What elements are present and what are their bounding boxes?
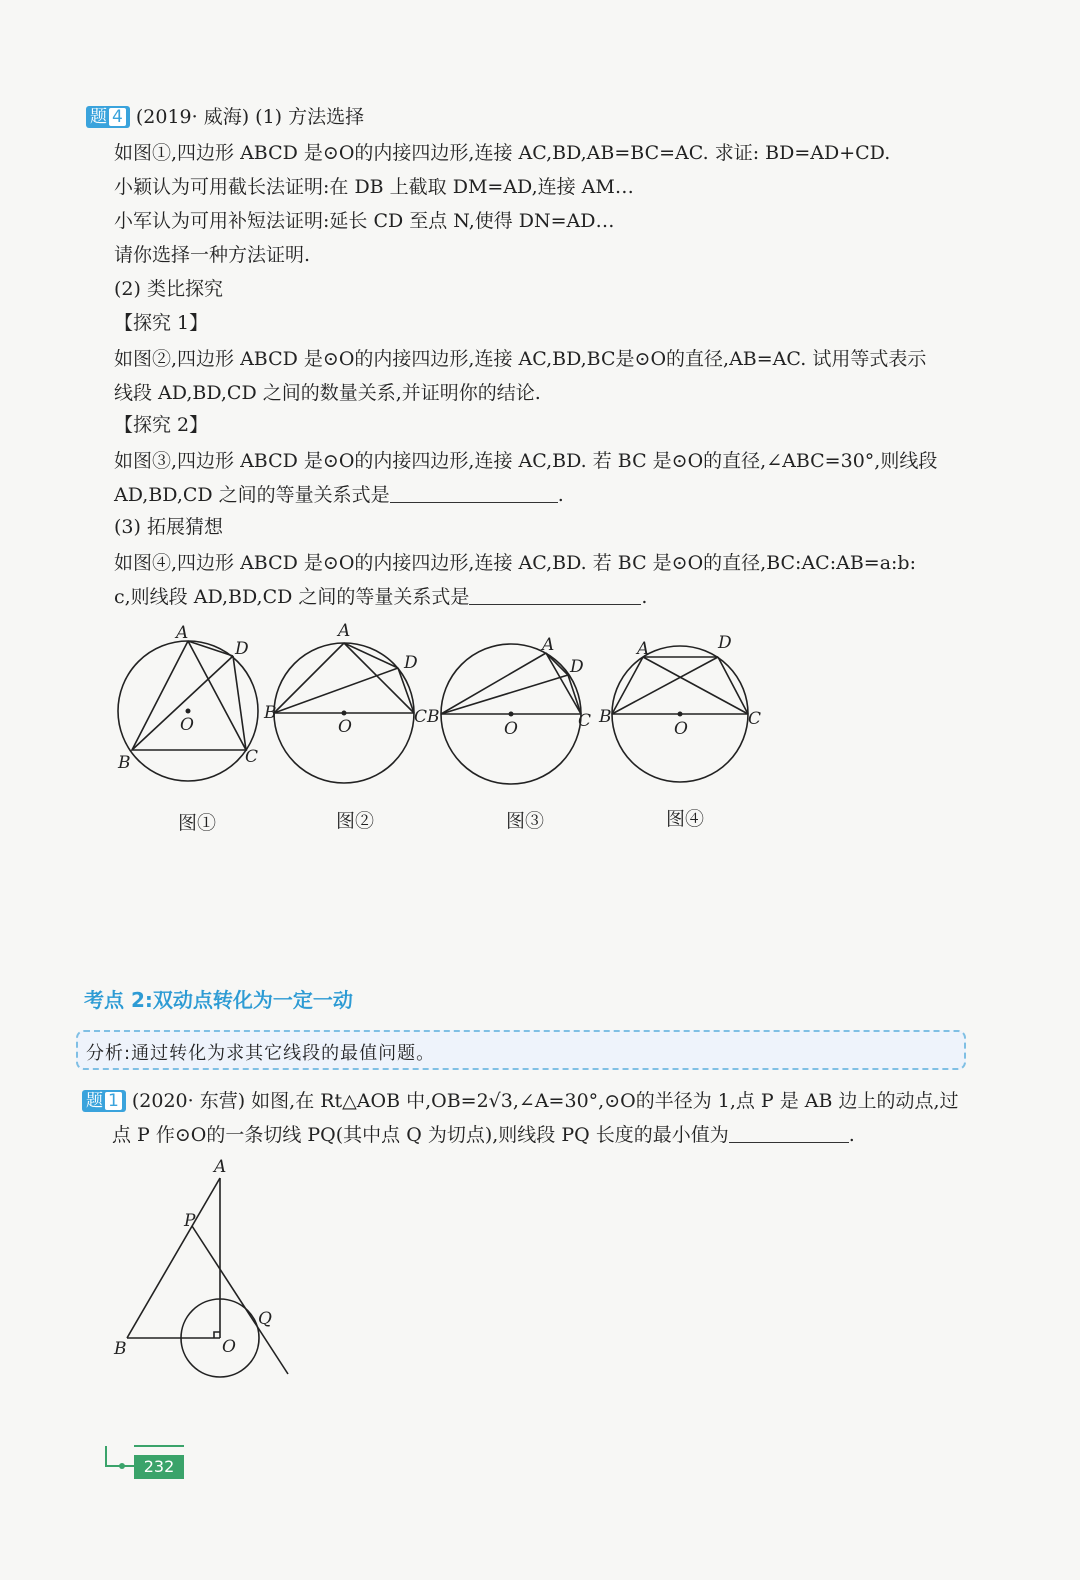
fig1-center-dot [186, 709, 191, 714]
answer-blank [469, 584, 641, 605]
problem4-line2: 小颖认为可用截长法证明:在 DB 上截取 DM=AD,连接 AM… [114, 176, 634, 198]
part3-line2: c,则线段 AD,BD,CD 之间的等量关系式是 . [114, 586, 648, 608]
fig1-label-o: O [180, 715, 194, 735]
explore2-title: 【探究 2】 [114, 414, 209, 436]
answer-blank [729, 1122, 849, 1143]
analysis-box [76, 1030, 966, 1070]
fig1-line-bd [132, 656, 233, 750]
fig2-line-ab [274, 643, 344, 713]
figure-triangle-aob [100, 1150, 320, 1390]
problem4-line4: 请你选择一种方法证明. [114, 244, 311, 266]
fig4-center-dot [678, 712, 683, 717]
explore1-line1: 如图②,四边形 ABCD 是⊙O的内接四边形,连接 AC,BD,BC是⊙O的直径,AB=AC. 试用等式表示 [114, 348, 927, 370]
fig2-line-ad [344, 643, 398, 668]
fig2-label-d: D [404, 653, 418, 673]
label-q: Q [258, 1309, 272, 1329]
fig4-label-c: C [748, 709, 762, 729]
caption-fig1: 图① [178, 812, 217, 834]
problem1-line1: 题 1 (2020· 东营) 如图,在 Rt△AOB 中,OB=2√3,∠A=30°,⊙O的半径为 1,点 P 是 AB 边上的动点,过 [82, 1088, 959, 1114]
label-a: A [214, 1157, 227, 1177]
section-title: 考点 2:双动点转化为一定一动 [84, 988, 353, 1012]
fig1-label-c: C [245, 747, 259, 767]
problem-tag: 题 4 [86, 106, 130, 128]
fig3-label-b: B [427, 707, 440, 727]
label-o: O [222, 1337, 236, 1357]
explore1-title: 【探究 1】 [114, 312, 209, 334]
fig2-line-bd [274, 668, 398, 713]
problem4-line3: 小军认为可用补短法证明:延长 CD 至点 N,使得 DN=AD… [114, 210, 615, 232]
caption-fig4: 图④ [666, 808, 705, 830]
analysis-text: 分析:通过转化为求其它线段的最值问题。 [86, 1043, 436, 1064]
label-b: B [114, 1339, 127, 1359]
fig3-line-ba [441, 653, 546, 714]
caption-fig3: 图③ [506, 810, 545, 832]
fig3-label-a: A [542, 635, 555, 655]
fig4-label-o: O [674, 719, 688, 739]
fig2-label-a: A [338, 621, 351, 641]
fig1-label-d: D [235, 639, 249, 659]
fig2-label-c: C [414, 707, 428, 727]
fig1-label-a: A [176, 623, 189, 643]
part3-line1: 如图④,四边形 ABCD 是⊙O的内接四边形,连接 AC,BD. 若 BC 是⊙O的直径,BC:AC:AB=a:b: [114, 552, 916, 574]
problem1-line2: 点 P 作⊙O的一条切线 PQ(其中点 Q 为切点),则线段 PQ 长度的最小值为 . [112, 1124, 855, 1146]
fig4-label-a: A [637, 639, 650, 659]
fig2-label-o: O [338, 717, 352, 737]
problem4-line1: 如图①,四边形 ABCD 是⊙O的内接四边形,连接 AC,BD,AB=BC=AC. 求证: BD=AD+CD. [114, 142, 891, 164]
fig3-label-c: C [578, 711, 592, 731]
part3-title: (3) 拓展猜想 [114, 516, 223, 538]
fig4-label-b: B [599, 707, 612, 727]
problem4-header: 题 4 (2019· 威海) (1) 方法选择 [86, 104, 364, 130]
problem-tag: 题 1 [82, 1090, 126, 1112]
tangent-pq [192, 1226, 288, 1374]
fig3-line-bd [441, 675, 568, 714]
fig2-label-b: B [264, 703, 277, 723]
part2-title: (2) 类比探究 [114, 278, 223, 300]
explore2-line1: 如图③,四边形 ABCD 是⊙O的内接四边形,连接 AC,BD. 若 BC 是⊙O的直径,∠ABC=30°,则线段 [114, 450, 938, 472]
fig3-label-o: O [504, 719, 518, 739]
fig4-label-d: D [718, 633, 732, 653]
right-angle-mark [214, 1332, 220, 1338]
fig3-label-d: D [570, 657, 584, 677]
line-ab [127, 1178, 220, 1338]
label-p: P [184, 1211, 196, 1231]
caption-fig2: 图② [336, 810, 375, 832]
answer-blank [390, 482, 558, 503]
page-number: 232 [134, 1455, 184, 1479]
fig1-label-b: B [118, 753, 131, 773]
explore1-line2: 线段 AD,BD,CD 之间的数量关系,并证明你的结论. [114, 382, 541, 404]
fig3-center-dot [509, 712, 514, 717]
fig2-center-dot [342, 711, 347, 716]
explore2-line2: AD,BD,CD 之间的等量关系式是 . [114, 484, 564, 506]
fig2-line-dc [398, 668, 414, 713]
